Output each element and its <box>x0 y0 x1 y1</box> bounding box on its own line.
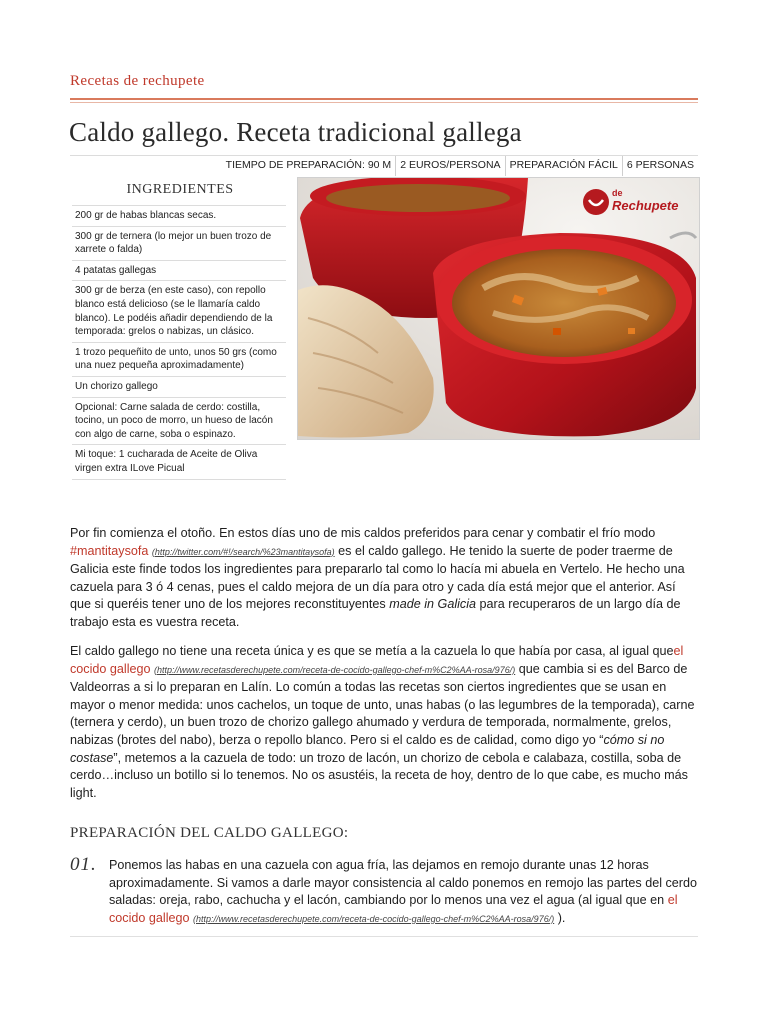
step-1-text <box>109 857 701 928</box>
cost-per-person: 2 EUROS/PERSONA <box>395 156 504 176</box>
header-divider-thin <box>70 102 698 103</box>
step1-url[interactable]: (http://www.recetasderechupete.com/receta-de-cocido-gallego-chef-m%C2%AA-rosa/976/) <box>193 913 555 924</box>
ingredients-heading: INGREDIENTES <box>126 182 234 197</box>
twitter-url[interactable]: (http://twitter.com/#!/search/%23mantitaysofa) <box>151 546 335 557</box>
ingredient-item: Mi toque: 1 cucharada de Aceite de Oliva virgen extra ILove Picual <box>72 445 286 479</box>
p2-text-a: El caldo gallego no tiene una receta única y es que se metía a la cazuela lo que había por casa, al igual que <box>70 644 674 658</box>
ingredient-item: 300 gr de ternera (lo mejor un buen trozo de xarrete o falda) <box>72 227 286 261</box>
ingredient-item: Un chorizo gallego <box>72 377 286 398</box>
step1-text-a: Ponemos las habas en una cazuela con agua fría, las dejamos en remojo durante unas 12 horas aproximadamente. Si vamos a darle mayor consistencia al caldo ponemos en remojo las partes del cerdo saladas: oreja, rabo, cachucha y el lacón, cambiando por lo menos una vez el agua (al igual que en <box>109 858 698 908</box>
page-title: Caldo gallego. Receta tradicional gallega <box>69 117 522 147</box>
ingredient-item: 300 gr de berza (en este caso), con repollo blanco está delicioso (se le llamaría caldo blanco). Le podéis añadir dependiendo de la temporada: grelos o nabizas, un clásico. <box>72 281 286 342</box>
ingredient-item: 1 trozo pequeñito de unto, unos 50 grs (como una nuez pequeña aproximadamente) <box>72 343 286 377</box>
ingredient-item: Opcional: Carne salada de cerdo: costilla, tocino, un poco de morro, un hueso de lacón con algo de carne, soba o espinazo. <box>72 398 286 446</box>
recipe-meta-bar <box>70 155 698 176</box>
intro-paragraph-2 <box>70 643 700 802</box>
caldo-gallego-image <box>298 178 699 439</box>
recipe-photo <box>297 177 700 440</box>
p1-text-a: Por fin comienza el otoño. En estos días uno de mis caldos preferidos para cenar y combatir el frío modo <box>70 526 656 540</box>
logo-name-text: Rechupete <box>612 198 679 213</box>
difficulty: PREPARACIÓN FÁCIL <box>505 156 622 176</box>
cocido-gallego-link[interactable]: el cocido gallego <box>70 644 684 676</box>
p1-text-b: es el caldo gallego. He tenido la suerte de poder traerme de Galicia este finde todos los ingredientes para prepararlo tal como lo hacía mi abuela en Vertelo. He hecho una cazuela para 3 ó 4 cenas, pues el caldo mejora de un día para otro y cada día está mejor que el anterior. Así que si queréis tener uno de los mejores reconstituyentes <box>70 543 685 612</box>
step1-cocido-link[interactable]: el cocido gallego <box>109 893 678 925</box>
p1-italic: made in Galicia <box>389 597 477 612</box>
p1-text-c: para recuperaros de un largo día de trabajo esta es vuestra receta. <box>70 597 681 629</box>
p2-text-c: ”, metemos a la cazuela de todo: un trozo de lacón, un chorizo de cebola e calabaza, costilla, soba de cerdo…incluso un botillo si lo tenemos. No os asustéis, la receta de hoy, dentro de lo que cabe, es mucho más light. <box>70 750 688 800</box>
step-number: 01. <box>70 854 97 875</box>
servings: 6 PERSONAS <box>622 156 698 176</box>
ingredients-list <box>72 205 286 480</box>
step-divider <box>70 936 698 937</box>
ingredient-item: 4 patatas gallegas <box>72 261 286 282</box>
hashtag-link[interactable]: #mantitaysofa <box>70 543 149 558</box>
step1-text-b: ). <box>554 910 566 925</box>
site-name[interactable]: Recetas de rechupete <box>70 73 205 89</box>
logo-de-text: de <box>612 188 623 198</box>
intro-paragraph-1 <box>70 525 700 632</box>
soup <box>452 249 676 357</box>
p2-text-b: que cambia si es del Barco de Valdeorras a si lo preparan en Lalín. Lo común a todas las recetas son ciertos ingredientes que se usan en mayor o menor medida: unos cachelos, un toque de unto, unas habas (o las legumbres de la temporada), carne (ternera y cerdo), un buen trozo de chorizo gallego ahumado y verdura de temporada, normalmente, grelos, nabizas (brotes del nabo), berza o repollo blanco. Pero si el caldo es de calidad, como digo yo “ <box>70 661 695 747</box>
ingredient-item: 200 gr de habas blancas secas. <box>72 206 286 227</box>
cocido-url[interactable]: (http://www.recetasderechupete.com/receta-de-cocido-gallego-chef-m%C2%AA-rosa/976/) <box>154 664 516 675</box>
preparation-heading: PREPARACIÓN DEL CALDO GALLEGO: <box>70 825 349 841</box>
prep-time: TIEMPO DE PREPARACIÓN: 90 M <box>225 159 392 171</box>
header-divider <box>70 98 698 100</box>
p2-italic: cómo si no costase <box>70 732 665 765</box>
